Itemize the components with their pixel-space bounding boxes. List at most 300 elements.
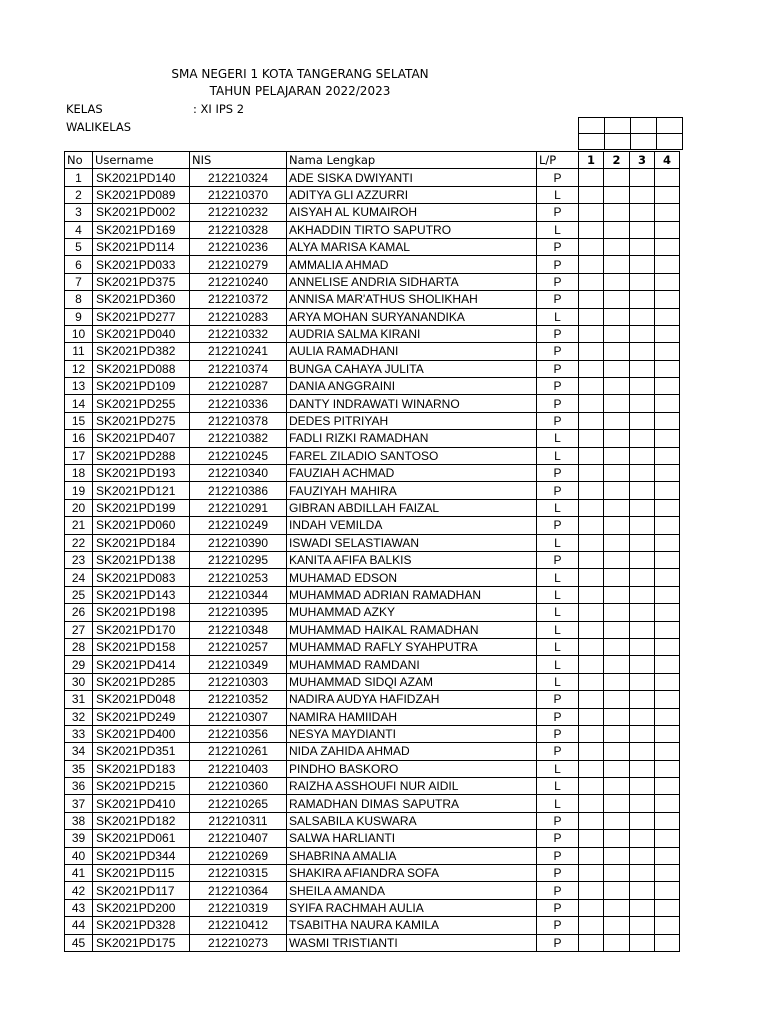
cell-nis: 212210240 xyxy=(190,273,287,290)
cell-score-1 xyxy=(579,673,604,690)
cell-full-name: MUHAMMAD SIDQI AZAM xyxy=(287,673,537,690)
cell-full-name: MUHAMMAD HAIKAL RAMADHAN xyxy=(287,621,537,638)
cell-score-4 xyxy=(655,865,680,882)
cell-score-4 xyxy=(655,273,680,290)
cell-no: 9 xyxy=(65,308,93,325)
cell-username: SK2021PD109 xyxy=(93,378,190,395)
cell-score-2 xyxy=(604,534,630,551)
cell-score-4 xyxy=(655,691,680,708)
cell-score-3 xyxy=(630,204,655,221)
cell-nis: 212210332 xyxy=(190,325,287,342)
cell-score-4 xyxy=(655,534,680,551)
cell-score-3 xyxy=(630,691,655,708)
cell-username: SK2021PD169 xyxy=(93,221,190,238)
cell-gender: P xyxy=(537,691,579,708)
cell-full-name: SHAKIRA AFIANDRA SOFA xyxy=(287,865,537,882)
table-row xyxy=(65,186,680,203)
cell-no: 8 xyxy=(65,291,93,308)
cell-nis: 212210360 xyxy=(190,778,287,795)
header-nis: NIS xyxy=(190,152,287,169)
cell-gender: P xyxy=(537,830,579,847)
cell-gender: P xyxy=(537,169,579,186)
cell-score-1 xyxy=(579,882,604,899)
cell-score-4 xyxy=(655,378,680,395)
cell-score-2 xyxy=(604,778,630,795)
cell-no: 10 xyxy=(65,325,93,342)
cell-no: 5 xyxy=(65,238,93,255)
cell-full-name: ANNELISE ANDRIA SIDHARTA xyxy=(287,273,537,290)
cell-score-1 xyxy=(579,899,604,916)
cell-no: 13 xyxy=(65,378,93,395)
cell-gender: P xyxy=(537,291,579,308)
header-grid xyxy=(578,117,683,150)
cell-score-1 xyxy=(579,395,604,412)
cell-score-2 xyxy=(604,360,630,377)
cell-score-1 xyxy=(579,308,604,325)
cell-score-3 xyxy=(630,465,655,482)
cell-no: 37 xyxy=(65,795,93,812)
cell-nis: 212210395 xyxy=(190,604,287,621)
table-row xyxy=(65,204,680,221)
cell-score-3 xyxy=(630,934,655,951)
cell-nis: 212210324 xyxy=(190,169,287,186)
header-grid-cell xyxy=(657,134,683,150)
table-row xyxy=(65,325,680,342)
cell-score-4 xyxy=(655,447,680,464)
table-row xyxy=(65,169,680,186)
cell-username: SK2021PD375 xyxy=(93,273,190,290)
cell-score-3 xyxy=(630,395,655,412)
cell-score-3 xyxy=(630,725,655,742)
cell-gender: P xyxy=(537,204,579,221)
cell-username: SK2021PD121 xyxy=(93,482,190,499)
cell-username: SK2021PD275 xyxy=(93,412,190,429)
cell-score-2 xyxy=(604,830,630,847)
cell-gender: L xyxy=(537,569,579,586)
cell-score-3 xyxy=(630,325,655,342)
cell-score-4 xyxy=(655,169,680,186)
cell-username: SK2021PD143 xyxy=(93,586,190,603)
header-grid-cell xyxy=(657,118,683,134)
cell-score-1 xyxy=(579,847,604,864)
cell-score-2 xyxy=(604,865,630,882)
cell-nis: 212210370 xyxy=(190,186,287,203)
cell-full-name: BUNGA CAHAYA JULITA xyxy=(287,360,537,377)
cell-username: SK2021PD184 xyxy=(93,534,190,551)
cell-score-1 xyxy=(579,604,604,621)
cell-score-2 xyxy=(604,847,630,864)
cell-no: 34 xyxy=(65,743,93,760)
cell-username: SK2021PD060 xyxy=(93,517,190,534)
cell-full-name: AUDRIA SALMA KIRANI xyxy=(287,325,537,342)
cell-score-2 xyxy=(604,238,630,255)
cell-username: SK2021PD288 xyxy=(93,447,190,464)
cell-username: SK2021PD175 xyxy=(93,934,190,951)
cell-score-4 xyxy=(655,465,680,482)
cell-no: 11 xyxy=(65,343,93,360)
cell-full-name: INDAH VEMILDA xyxy=(287,517,537,534)
cell-score-4 xyxy=(655,325,680,342)
cell-username: SK2021PD400 xyxy=(93,725,190,742)
cell-score-1 xyxy=(579,865,604,882)
table-row xyxy=(65,465,680,482)
cell-gender: L xyxy=(537,186,579,203)
table-row xyxy=(65,551,680,568)
cell-score-2 xyxy=(604,621,630,638)
cell-username: SK2021PD285 xyxy=(93,673,190,690)
cell-full-name: DANTY INDRAWATI WINARNO xyxy=(287,395,537,412)
cell-score-4 xyxy=(655,621,680,638)
cell-score-3 xyxy=(630,291,655,308)
cell-full-name: NADIRA AUDYA HAFIDZAH xyxy=(287,691,537,708)
cell-gender: L xyxy=(537,778,579,795)
cell-full-name: FADLI RIZKI RAMADHAN xyxy=(287,430,537,447)
cell-gender: L xyxy=(537,760,579,777)
cell-score-2 xyxy=(604,899,630,916)
cell-gender: L xyxy=(537,656,579,673)
header-grid-cell xyxy=(579,118,605,134)
cell-nis: 212210283 xyxy=(190,308,287,325)
table-row xyxy=(65,778,680,795)
cell-no: 18 xyxy=(65,465,93,482)
cell-username: SK2021PD199 xyxy=(93,499,190,516)
cell-score-2 xyxy=(604,934,630,951)
cell-gender: L xyxy=(537,534,579,551)
cell-score-1 xyxy=(579,551,604,568)
cell-gender: P xyxy=(537,378,579,395)
cell-score-2 xyxy=(604,169,630,186)
cell-full-name: DEDES PITRIYAH xyxy=(287,412,537,429)
cell-username: SK2021PD117 xyxy=(93,882,190,899)
header-col-4: 4 xyxy=(655,152,680,169)
cell-score-1 xyxy=(579,621,604,638)
table-row xyxy=(65,499,680,516)
cell-full-name: MUHAMAD EDSON xyxy=(287,569,537,586)
cell-nis: 212210374 xyxy=(190,360,287,377)
cell-gender: P xyxy=(537,343,579,360)
table-row xyxy=(65,882,680,899)
cell-score-3 xyxy=(630,708,655,725)
cell-full-name: MUHAMMAD RAMDANI xyxy=(287,656,537,673)
cell-score-3 xyxy=(630,882,655,899)
cell-full-name: MUHAMMAD RAFLY SYAHPUTRA xyxy=(287,638,537,655)
header-grid-cell xyxy=(579,134,605,150)
cell-score-4 xyxy=(655,256,680,273)
cell-score-3 xyxy=(630,795,655,812)
cell-score-4 xyxy=(655,360,680,377)
cell-score-2 xyxy=(604,604,630,621)
cell-score-4 xyxy=(655,638,680,655)
cell-score-4 xyxy=(655,517,680,534)
cell-score-1 xyxy=(579,238,604,255)
table-header-row xyxy=(65,152,680,169)
cell-username: SK2021PD249 xyxy=(93,708,190,725)
cell-username: SK2021PD088 xyxy=(93,360,190,377)
table-row xyxy=(65,256,680,273)
academic-year: TAHUN PELAJARAN 2022/2023 xyxy=(209,84,391,98)
table-row xyxy=(65,221,680,238)
cell-score-2 xyxy=(604,673,630,690)
cell-gender: P xyxy=(537,934,579,951)
cell-username: SK2021PD198 xyxy=(93,604,190,621)
table-row xyxy=(65,430,680,447)
cell-username: SK2021PD382 xyxy=(93,343,190,360)
cell-no: 17 xyxy=(65,447,93,464)
cell-score-2 xyxy=(604,465,630,482)
table-row xyxy=(65,743,680,760)
cell-score-4 xyxy=(655,343,680,360)
table-row xyxy=(65,569,680,586)
cell-full-name: RAMADHAN DIMAS SAPUTRA xyxy=(287,795,537,812)
cell-score-2 xyxy=(604,795,630,812)
cell-nis: 212210364 xyxy=(190,882,287,899)
cell-username: SK2021PD033 xyxy=(93,256,190,273)
cell-full-name: FAUZIAH ACHMAD xyxy=(287,465,537,482)
cell-nis: 212210236 xyxy=(190,238,287,255)
cell-score-3 xyxy=(630,604,655,621)
cell-username: SK2021PD255 xyxy=(93,395,190,412)
cell-nis: 212210382 xyxy=(190,430,287,447)
cell-full-name: NIDA ZAHIDA AHMAD xyxy=(287,743,537,760)
cell-score-1 xyxy=(579,447,604,464)
cell-score-2 xyxy=(604,412,630,429)
cell-score-3 xyxy=(630,638,655,655)
cell-full-name: WASMI TRISTIANTI xyxy=(287,934,537,951)
cell-username: SK2021PD182 xyxy=(93,812,190,829)
table-row xyxy=(65,534,680,551)
cell-nis: 212210348 xyxy=(190,621,287,638)
cell-gender: P xyxy=(537,899,579,916)
table-row xyxy=(65,812,680,829)
cell-full-name: NESYA MAYDIANTI xyxy=(287,725,537,742)
cell-full-name: SHABRINA AMALIA xyxy=(287,847,537,864)
cell-no: 33 xyxy=(65,725,93,742)
cell-no: 36 xyxy=(65,778,93,795)
cell-score-4 xyxy=(655,395,680,412)
cell-score-2 xyxy=(604,325,630,342)
cell-gender: L xyxy=(537,673,579,690)
class-label: KELAS xyxy=(66,102,103,116)
cell-score-4 xyxy=(655,847,680,864)
cell-no: 32 xyxy=(65,708,93,725)
cell-score-2 xyxy=(604,395,630,412)
cell-score-3 xyxy=(630,551,655,568)
table-row xyxy=(65,917,680,934)
cell-username: SK2021PD061 xyxy=(93,830,190,847)
cell-username: SK2021PD114 xyxy=(93,238,190,255)
header-grid-cell xyxy=(631,118,657,134)
cell-gender: L xyxy=(537,221,579,238)
table-row xyxy=(65,378,680,395)
cell-score-1 xyxy=(579,812,604,829)
cell-gender: P xyxy=(537,725,579,742)
cell-nis: 212210319 xyxy=(190,899,287,916)
table-row xyxy=(65,343,680,360)
cell-score-2 xyxy=(604,482,630,499)
header-grid-cell xyxy=(605,134,631,150)
cell-nis: 212210403 xyxy=(190,760,287,777)
cell-score-2 xyxy=(604,882,630,899)
header-grid-cell xyxy=(631,134,657,150)
cell-score-3 xyxy=(630,378,655,395)
cell-score-4 xyxy=(655,917,680,934)
cell-score-1 xyxy=(579,256,604,273)
cell-nis: 212210352 xyxy=(190,691,287,708)
cell-nis: 212210349 xyxy=(190,656,287,673)
cell-gender: P xyxy=(537,238,579,255)
cell-score-1 xyxy=(579,273,604,290)
cell-no: 14 xyxy=(65,395,93,412)
cell-full-name: MUHAMMAD ADRIAN RAMADHAN xyxy=(287,586,537,603)
cell-gender: P xyxy=(537,517,579,534)
cell-score-1 xyxy=(579,325,604,342)
cell-score-4 xyxy=(655,673,680,690)
cell-no: 6 xyxy=(65,256,93,273)
cell-nis: 212210291 xyxy=(190,499,287,516)
cell-score-3 xyxy=(630,865,655,882)
cell-username: SK2021PD328 xyxy=(93,917,190,934)
cell-score-4 xyxy=(655,656,680,673)
cell-score-1 xyxy=(579,465,604,482)
cell-nis: 212210245 xyxy=(190,447,287,464)
cell-score-4 xyxy=(655,291,680,308)
cell-score-3 xyxy=(630,221,655,238)
cell-score-1 xyxy=(579,638,604,655)
table-row xyxy=(65,360,680,377)
cell-username: SK2021PD115 xyxy=(93,865,190,882)
header-grid-row xyxy=(579,134,683,150)
cell-username: SK2021PD407 xyxy=(93,430,190,447)
cell-score-1 xyxy=(579,291,604,308)
cell-nis: 212210253 xyxy=(190,569,287,586)
cell-full-name: MUHAMMAD AZKY xyxy=(287,604,537,621)
table-row xyxy=(65,708,680,725)
cell-score-1 xyxy=(579,204,604,221)
header-grid-row xyxy=(579,118,683,134)
cell-gender: P xyxy=(537,395,579,412)
cell-no: 35 xyxy=(65,760,93,777)
cell-score-4 xyxy=(655,812,680,829)
cell-nis: 212210344 xyxy=(190,586,287,603)
cell-username: SK2021PD170 xyxy=(93,621,190,638)
cell-nis: 212210386 xyxy=(190,482,287,499)
cell-score-4 xyxy=(655,725,680,742)
cell-full-name: SALWA HARLIANTI xyxy=(287,830,537,847)
cell-gender: P xyxy=(537,256,579,273)
cell-gender: L xyxy=(537,604,579,621)
cell-full-name: PINDHO BASKORO xyxy=(287,760,537,777)
cell-score-1 xyxy=(579,499,604,516)
table-row xyxy=(65,899,680,916)
cell-no: 41 xyxy=(65,865,93,882)
cell-full-name: ADITYA GLI AZZURRI xyxy=(287,186,537,203)
cell-score-1 xyxy=(579,360,604,377)
cell-no: 45 xyxy=(65,934,93,951)
cell-no: 19 xyxy=(65,482,93,499)
cell-score-4 xyxy=(655,743,680,760)
cell-full-name: GIBRAN ABDILLAH FAIZAL xyxy=(287,499,537,516)
cell-score-1 xyxy=(579,412,604,429)
cell-score-1 xyxy=(579,830,604,847)
cell-username: SK2021PD158 xyxy=(93,638,190,655)
cell-nis: 212210269 xyxy=(190,847,287,864)
cell-score-1 xyxy=(579,708,604,725)
cell-gender: P xyxy=(537,847,579,864)
cell-username: SK2021PD193 xyxy=(93,465,190,482)
cell-score-4 xyxy=(655,882,680,899)
cell-no: 2 xyxy=(65,186,93,203)
cell-gender: L xyxy=(537,308,579,325)
cell-score-3 xyxy=(630,169,655,186)
table-row xyxy=(65,291,680,308)
cell-score-2 xyxy=(604,586,630,603)
cell-username: SK2021PD410 xyxy=(93,795,190,812)
cell-no: 4 xyxy=(65,221,93,238)
cell-gender: P xyxy=(537,882,579,899)
school-title: SMA NEGERI 1 KOTA TANGERANG SELATAN xyxy=(171,67,429,81)
cell-no: 21 xyxy=(65,517,93,534)
cell-full-name: SHEILA AMANDA xyxy=(287,882,537,899)
cell-score-3 xyxy=(630,847,655,864)
cell-full-name: FAREL ZILADIO SANTOSO xyxy=(287,447,537,464)
cell-nis: 212210287 xyxy=(190,378,287,395)
cell-nis: 212210336 xyxy=(190,395,287,412)
cell-score-1 xyxy=(579,743,604,760)
cell-score-3 xyxy=(630,308,655,325)
cell-score-4 xyxy=(655,308,680,325)
cell-username: SK2021PD002 xyxy=(93,204,190,221)
cell-nis: 212210407 xyxy=(190,830,287,847)
cell-no: 1 xyxy=(65,169,93,186)
cell-score-2 xyxy=(604,343,630,360)
cell-no: 42 xyxy=(65,882,93,899)
cell-score-1 xyxy=(579,569,604,586)
cell-score-2 xyxy=(604,708,630,725)
cell-gender: P xyxy=(537,465,579,482)
cell-score-2 xyxy=(604,430,630,447)
table-row xyxy=(65,308,680,325)
cell-score-3 xyxy=(630,238,655,255)
cell-score-1 xyxy=(579,656,604,673)
cell-score-3 xyxy=(630,517,655,534)
table-row xyxy=(65,691,680,708)
cell-score-1 xyxy=(579,778,604,795)
cell-username: SK2021PD277 xyxy=(93,308,190,325)
table-row xyxy=(65,604,680,621)
cell-score-4 xyxy=(655,795,680,812)
cell-no: 40 xyxy=(65,847,93,864)
cell-full-name: ANNISA MAR'ATHUS SHOLIKHAH xyxy=(287,291,537,308)
cell-score-2 xyxy=(604,551,630,568)
cell-gender: P xyxy=(537,917,579,934)
cell-username: SK2021PD351 xyxy=(93,743,190,760)
table-row xyxy=(65,621,680,638)
cell-score-4 xyxy=(655,778,680,795)
cell-username: SK2021PD048 xyxy=(93,691,190,708)
cell-nis: 212210279 xyxy=(190,256,287,273)
cell-score-1 xyxy=(579,917,604,934)
cell-score-1 xyxy=(579,343,604,360)
cell-score-3 xyxy=(630,534,655,551)
cell-nis: 212210265 xyxy=(190,795,287,812)
cell-nis: 212210372 xyxy=(190,291,287,308)
cell-nis: 212210315 xyxy=(190,865,287,882)
cell-full-name: SALSABILA KUSWARA xyxy=(287,812,537,829)
cell-score-1 xyxy=(579,169,604,186)
cell-full-name: DANIA ANGGRAINI xyxy=(287,378,537,395)
cell-gender: P xyxy=(537,325,579,342)
cell-full-name: ARYA MOHAN SURYANANDIKA xyxy=(287,308,537,325)
